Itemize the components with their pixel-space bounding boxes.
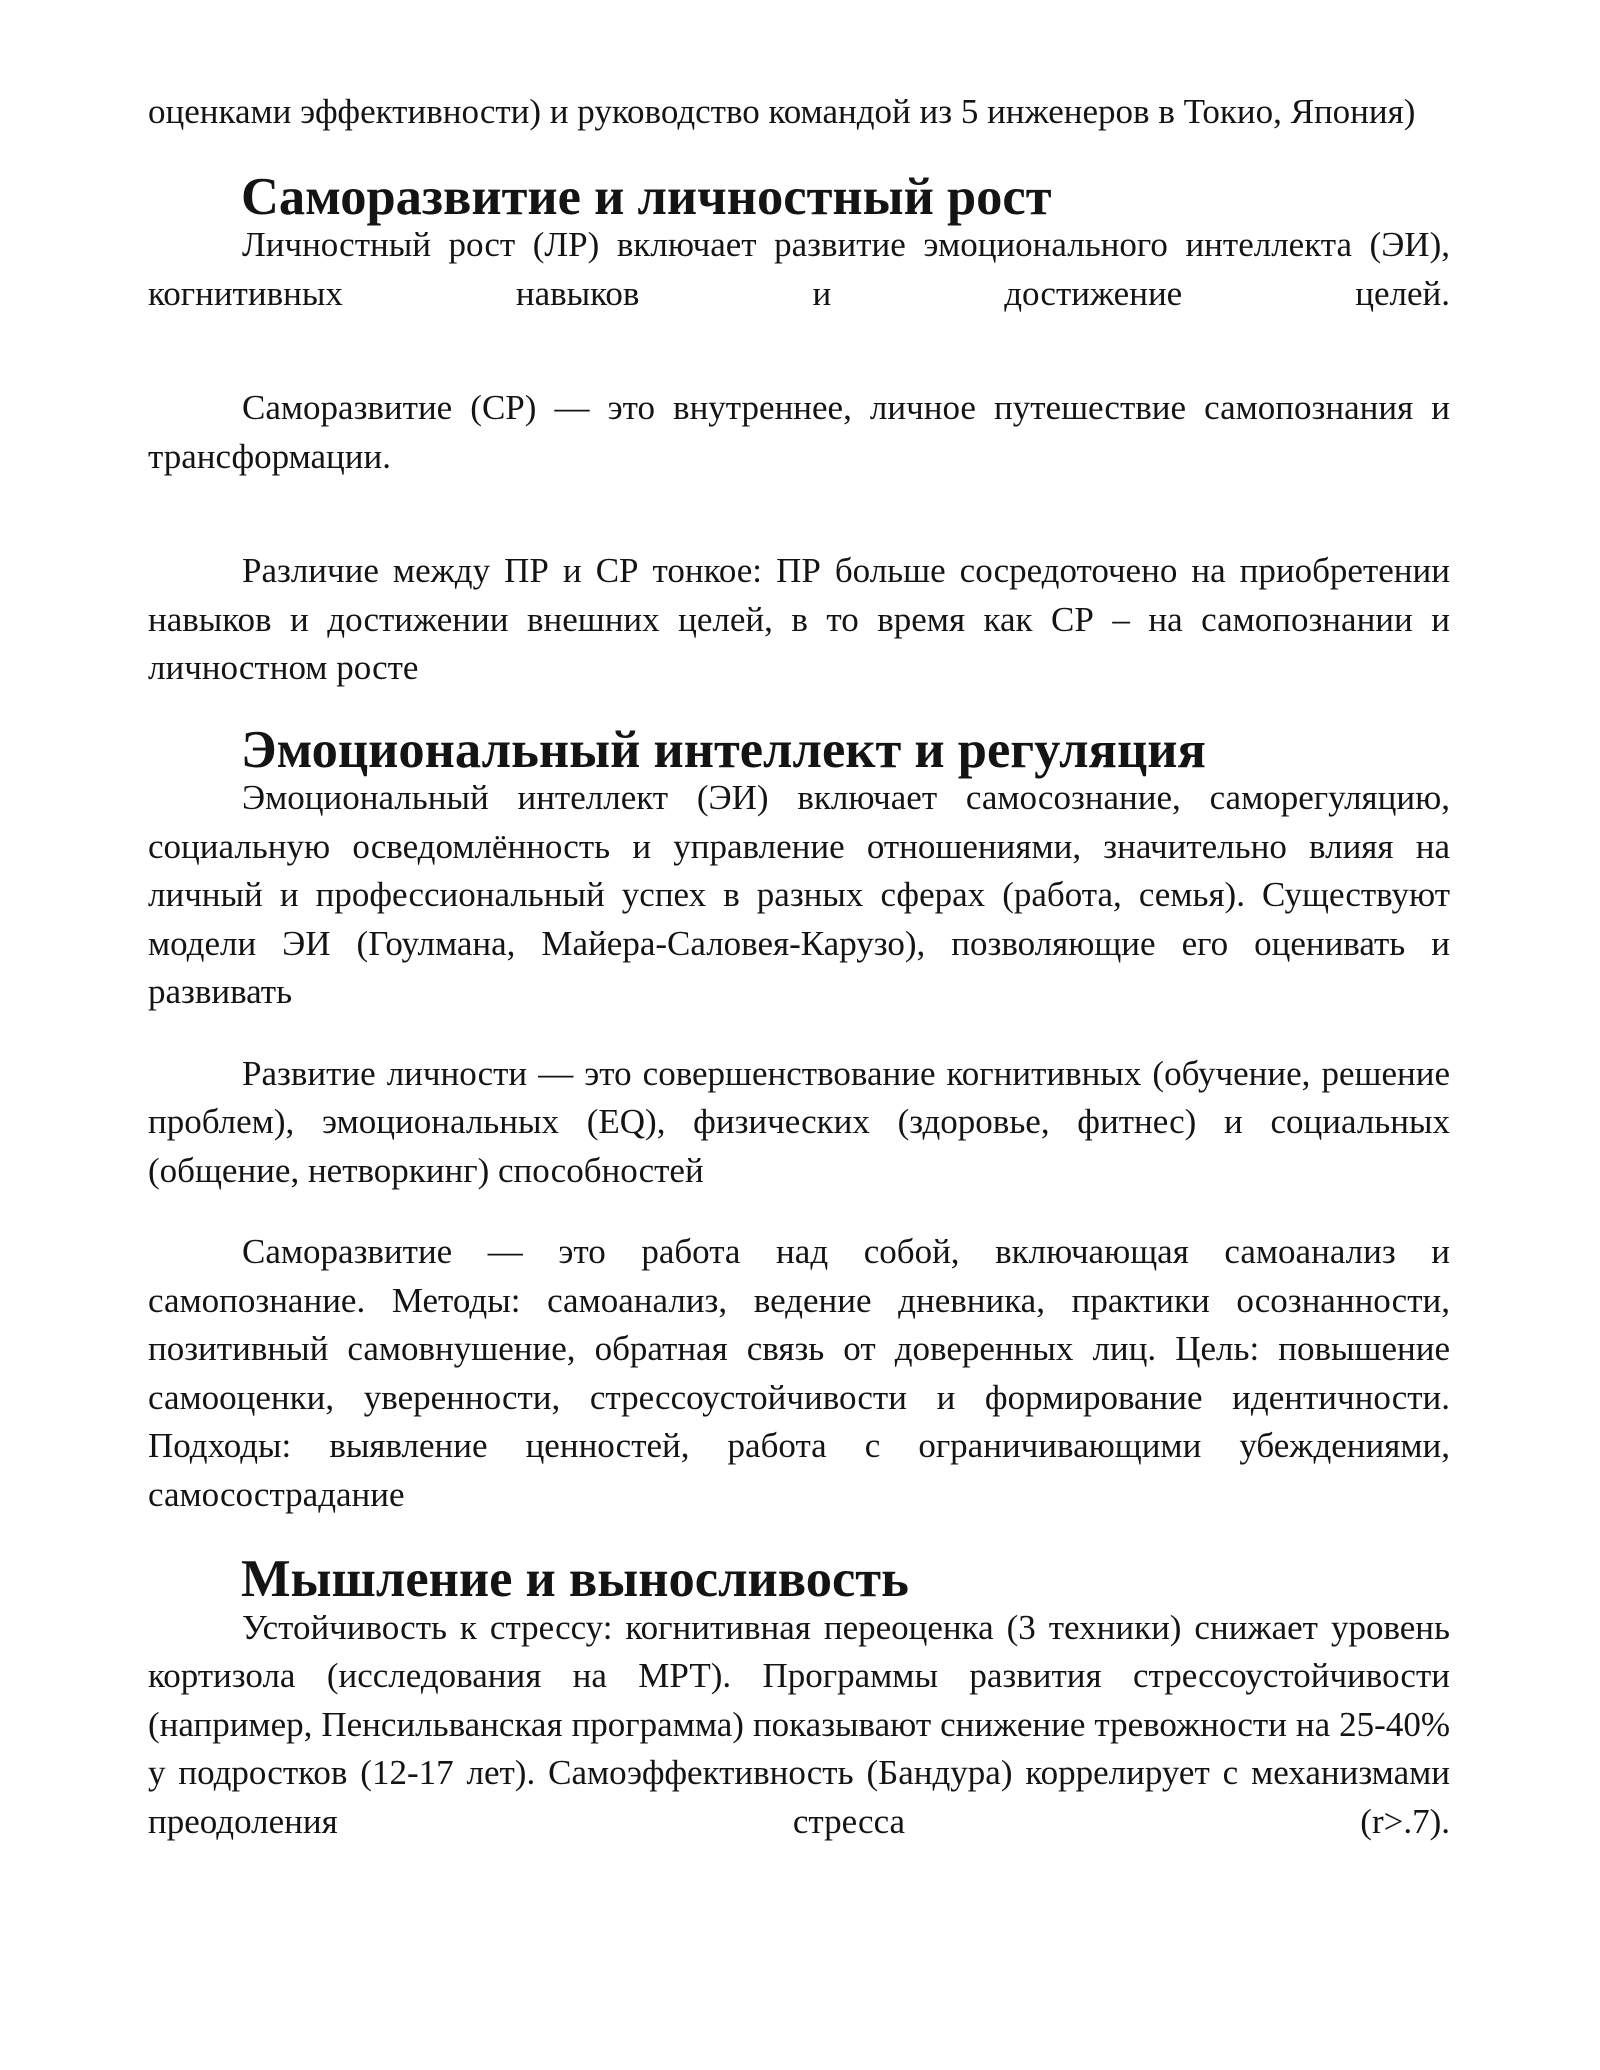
spacer	[148, 1195, 1450, 1228]
paragraph-personality-development: Развитие личности — это совершенствование когнитивных (обучение, решение проблем), эмоциональных (EQ), физических (здоровье, фитнес) и социальных (общение, нетворкинг) способностей	[148, 1053, 1450, 1190]
paragraph-emotional-intelligence: Эмоциональный интеллект (ЭИ) включает самосознание, саморегуляцию, социальную осведомлённость и управление отношениями, значительно влияя на личный и профессиональный успех в разных сферах (работа, семья). Существуют модели ЭИ (Гоулмана, Майера-Саловея-Карузо), позволяющие его оценивать и развивать	[148, 778, 1450, 1011]
spacer	[148, 318, 1450, 384]
paragraph-difference: Различие между ПР и СР тонкое: ПР больше сосредоточено на приобретении навыков и достижении внешних целей, в то время как СР – на самопознании и личностном росте	[148, 551, 1450, 687]
paragraph-self-development-methods: Саморазвитие — это работа над собой, включающая самоанализ и самопознание. Методы: самоанализ, ведение дневника, практики осознанности, позитивный самовнушение, обратная связь от доверенных лиц. Цель: повышение самооценки, уверенности, стрессоустойчивости и формирование идентичности. Подходы: выявление ценностей, работа с ограничивающими убеждениями, самосострадание	[148, 1232, 1450, 1514]
section-heading-mindset-resilience: Мышление и выносливость	[241, 1550, 909, 1608]
paragraph-self-development-definition: Саморазвитие (СР) — это внутреннее, личное путешествие самопознания и трансформации.	[148, 388, 1450, 476]
section-heading-self-development: Саморазвитие и личностный рост	[241, 167, 1052, 226]
spacer	[148, 481, 1450, 547]
paragraph-stress-resilience: Устойчивость к стрессу: когнитивная переоценка (3 техники) снижает уровень кортизола (исследования на МРТ). Программы развития стрессоустойчивости (например, Пенсильванская программа) показывают снижение тревожности на 25-40% у подростков (12-17 лет). Самоэффективность (Бандура) коррелирует с механизмами преодоления стресса (r>.7).	[148, 1607, 1450, 1841]
section-heading-emotional-intelligence: Эмоциональный интеллект и регуляция	[241, 720, 1206, 779]
paragraph-personal-growth: Личностный рост (ЛР) включает развитие эмоционального интеллекта (ЭИ), когнитивных навыков и достижение целей.	[148, 225, 1450, 313]
intro-continuation: оценками эффективности) и руководство командой из 5 инженеров в Токио, Япония)	[148, 92, 1416, 131]
document-page	[148, 88, 1450, 1846]
spacer	[148, 1017, 1450, 1050]
